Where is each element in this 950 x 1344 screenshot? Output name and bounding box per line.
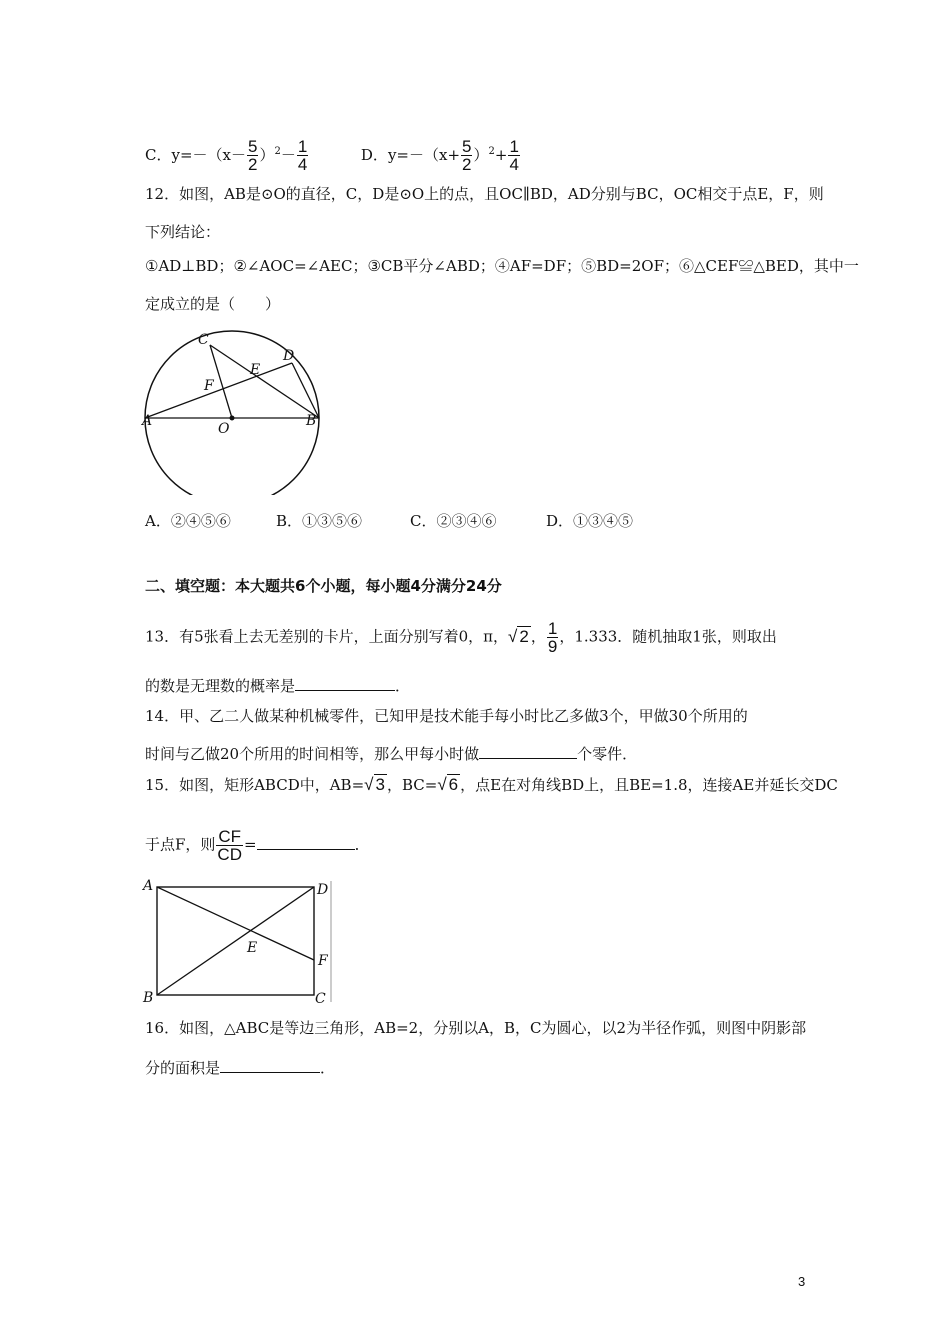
- q11-c-mid: ）: [259, 145, 275, 164]
- q16-end: ．: [320, 1059, 336, 1077]
- q11-d-frac1: [461, 138, 472, 173]
- q11-c-frac1-num: 5: [248, 137, 258, 156]
- q16-line2: [145, 1056, 335, 1078]
- label-b: B: [306, 413, 317, 429]
- q13-frac-den: 9: [547, 637, 558, 656]
- q16-answer-blank[interactable]: [220, 1056, 320, 1073]
- q15-ab-val: 3: [375, 775, 385, 794]
- label-b: B: [143, 990, 154, 1004]
- label-e: E: [250, 362, 261, 378]
- section2-title: 二、填空题：本大题共6个小题，每小题4分满分24分: [145, 577, 502, 595]
- q15-frac: [216, 828, 243, 863]
- label-a: A: [143, 878, 154, 894]
- q13-post: ，1.333．随机抽取1张，则取出: [559, 627, 777, 646]
- q11-c-pre: y=－（x－: [171, 145, 246, 164]
- q12-option-a: A．②④⑤⑥: [145, 512, 231, 530]
- q11-options: [145, 138, 521, 173]
- q12-option-d: D．①③④⑤: [546, 512, 634, 530]
- q11-d-label: D．: [360, 145, 388, 164]
- q15-sqrt-bc: √ 6: [437, 775, 459, 794]
- label-f: F: [204, 378, 214, 394]
- label-a: A: [142, 413, 153, 429]
- q15-bc-val: 6: [448, 775, 459, 794]
- q11-d-frac2-num: 1: [509, 137, 519, 156]
- segment-af: [157, 887, 314, 960]
- q12-line1: 12．如图，AB是⊙O的直径，C，D是⊙O上的点，且OC∥BD，AD分别与BC，OC相交于点E，F，则: [145, 185, 824, 203]
- q11-c-frac1: [247, 138, 258, 173]
- q11-c-frac2: [297, 138, 308, 173]
- q11-option-d: [360, 137, 521, 174]
- q11-d-sep: +: [494, 145, 508, 164]
- center-dot: [230, 416, 235, 421]
- q11-d-frac2: [508, 138, 519, 173]
- q12-line2: 下列结论：: [145, 223, 221, 241]
- q13-line2-text: 的数是无理数的概率是: [145, 677, 296, 695]
- q13-line2: [145, 674, 410, 696]
- q14-line2-pre: 时间与乙做20个所用的时间相等，那么甲每小时做: [145, 745, 480, 763]
- q11-d-frac1-den: 2: [462, 155, 472, 174]
- q15-line1: [145, 775, 838, 795]
- q11-c-label: C．: [145, 145, 172, 164]
- q15-post: ，点E在对角线BD上，且BE=1.8，连接AE并延长交DC: [460, 776, 838, 794]
- q15-sqrt-ab: √ 3: [364, 775, 385, 794]
- q13-frac-num: 1: [547, 619, 558, 638]
- q11-d-frac1-num: 5: [462, 137, 472, 156]
- q15-end: ．: [354, 835, 370, 854]
- q13-sqrt-val: 2: [519, 626, 529, 646]
- q16-line2-pre: 分的面积是: [145, 1059, 221, 1077]
- q12-option-c: C．②③④⑥: [410, 512, 497, 530]
- q14-answer-blank[interactable]: [479, 742, 577, 759]
- label-d: D: [283, 348, 295, 364]
- q13-sqrt: √ 2: [508, 626, 529, 646]
- q13-comma: ，: [530, 627, 546, 646]
- q12-line4: 定成立的是（ ）: [145, 295, 281, 313]
- q13-line1: [145, 620, 777, 655]
- q12-circle-figure: [140, 330, 325, 495]
- q15-rectangle-figure: [140, 876, 340, 1004]
- label-o: O: [218, 421, 230, 437]
- q13-pre: 13．有5张看上去无差别的卡片，上面分别写着0，π，: [145, 627, 509, 646]
- q16-line1: 16．如图，△ABC是等边三角形，AB=2，分别以A，B，C为圆心，以2为半径作弧，则图中阴影部: [145, 1019, 807, 1037]
- q13-frac: [547, 620, 558, 655]
- q15-answer-blank[interactable]: [257, 833, 355, 850]
- label-c: C: [198, 332, 209, 348]
- q12-line3: ①AD⊥BD；②∠AOC=∠AEC；③CB平分∠ABD；④AF=DF；⑤BD=2OF；⑥△CEF≌△BED，其中一: [145, 257, 859, 275]
- q15-eq: =: [243, 835, 257, 854]
- q15-frac-num: CF: [218, 827, 242, 846]
- q12-option-b: B．①③⑤⑥: [276, 512, 363, 530]
- label-d: D: [317, 882, 329, 898]
- page-number: 3: [798, 1274, 806, 1289]
- q15-frac-den: CD: [217, 845, 242, 864]
- label-c: C: [315, 991, 326, 1004]
- q14-line1: 14．甲、乙二人做某种机械零件，已知甲是技术能手每小时比乙多做3个，甲做30个所用的: [145, 707, 748, 725]
- q13-answer-blank[interactable]: [295, 674, 395, 691]
- q14-line2-post: 个零件．: [577, 745, 638, 763]
- label-e: E: [247, 940, 258, 956]
- q11-option-c: [145, 137, 314, 174]
- q15-mid: ，BC=: [386, 776, 438, 794]
- q11-c-frac2-num: 1: [297, 137, 308, 156]
- q11-c-exp: 2: [274, 145, 281, 157]
- diagonal-bd: [157, 887, 314, 995]
- q11-d-frac2-den: 4: [509, 155, 519, 174]
- q11-c-frac1-den: 2: [248, 155, 258, 174]
- segment-cb: [210, 345, 319, 418]
- label-f: F: [318, 953, 328, 969]
- q11-c-frac2-den: 4: [297, 155, 308, 174]
- q11-d-exp: 2: [488, 145, 495, 157]
- q15-line2: [145, 828, 370, 863]
- q13-end: ．: [395, 677, 411, 695]
- q11-d-pre: y=－（x+: [387, 145, 461, 164]
- q14-line2: [145, 742, 637, 764]
- q11-d-mid: ）: [473, 145, 489, 164]
- q11-c-sep: －: [280, 145, 296, 164]
- q15-line2-pre: 于点F，则: [145, 835, 216, 854]
- q15-pre: 15．如图，矩形ABCD中，AB=: [145, 776, 365, 794]
